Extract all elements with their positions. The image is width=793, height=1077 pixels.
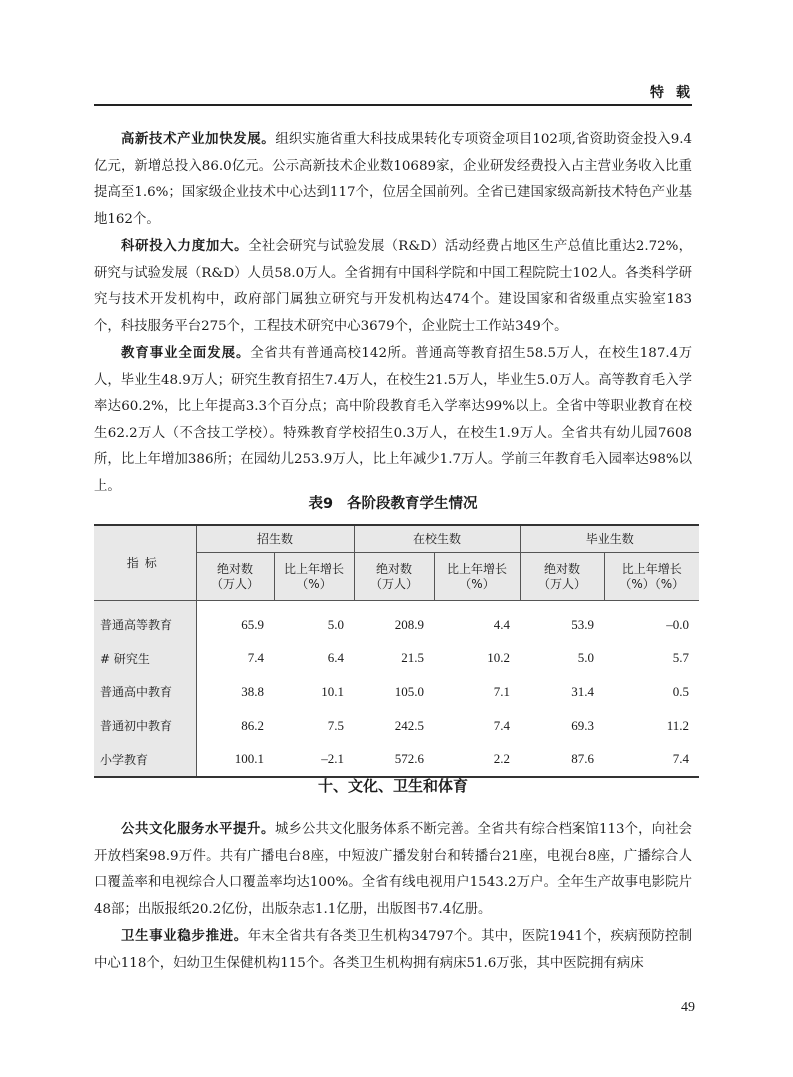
cell: 7.4 <box>672 751 689 767</box>
table-row <box>94 601 699 642</box>
cell: 86.2 <box>241 717 264 733</box>
paragraph-high-tech <box>94 126 692 233</box>
table-row <box>94 642 699 676</box>
paragraph-lead: 科研投入力度加大。 <box>121 238 249 254</box>
sub-header: 比上年增长 （%） <box>434 553 520 601</box>
cell: –2.1 <box>321 751 344 767</box>
sub-header: 比上年增长 （%） <box>274 553 354 601</box>
cell: 4.4 <box>493 616 510 632</box>
paragraph-culture <box>94 816 692 923</box>
running-header-title: 特载 <box>650 85 702 101</box>
section-heading: 十、文化、卫生和体育 <box>317 777 468 795</box>
paragraph-text: 全省共有普通高校142所。普通高等教育招生58.5万人，在校生187.4万人，毕业生48.9万人；研究生教育招生7.4万人，在校生21.5万人，毕业生5.0万人。高等教育毛入学率达60.2%，比上年提高3.3个百分点；高中阶段教育毛入学率达99%以上。全省中等职业教育在校生62.2万人（不含技工学校）。特殊教育学校招生0.3万人，在校生1.9万人。全省共有幼儿园7608所，比上年增加386所；在园幼儿253.9万人，比上年减少1.7万人。学前三年教育毛入园率达98%以上。 <box>94 346 692 494</box>
cell: –0.0 <box>666 616 689 632</box>
cell: 7.1 <box>493 683 510 699</box>
cell: 5.0 <box>327 616 344 632</box>
row-label: # 研究生 <box>94 642 196 676</box>
paragraph-text: 城乡公共文化服务体系不断完善。全省共有综合档案馆113个，向社会开放档案98.9万件。共有广播电台8座，中短波广播发射台和转播台21座，电视台8座，广播综合人口覆盖率和电视综合人口覆盖率均达100%。全省有线电视用户1543.2万户。全年生产故事电影院片48部；出版报纸20.2亿份，出版杂志1.1亿册，出版图书7.4亿册。 <box>94 822 692 917</box>
paragraph-text: 年末全省共有各类卫生机构34797个。其中，医院1941个，疾病预防控制中心118个，妇幼卫生保健机构115个。各类卫生机构拥有病床51.6万张，其中医院拥有病床 <box>94 929 692 971</box>
body-text-top <box>94 126 692 500</box>
paragraph-lead: 公共文化服务水平提升。 <box>121 821 275 837</box>
cell: 7.5 <box>327 717 344 733</box>
sub-header: 绝对数 （万人） <box>520 553 604 601</box>
cell: 21.5 <box>401 650 424 666</box>
row-label: 小学教育 <box>94 742 196 777</box>
row-label: 普通高中教育 <box>94 675 196 709</box>
sub-header: 绝对数 （万人） <box>354 553 434 601</box>
paragraph-research <box>94 233 692 340</box>
paragraph-education <box>94 340 692 500</box>
paragraph-lead: 高新技术产业加快发展。 <box>121 131 276 147</box>
cell: 10.2 <box>487 650 510 666</box>
row-label: 普通初中教育 <box>94 709 196 743</box>
table-row <box>94 742 699 777</box>
cell: 65.9 <box>241 616 264 632</box>
cell: 87.6 <box>571 751 594 767</box>
running-header <box>94 82 702 106</box>
cell: 38.8 <box>241 683 264 699</box>
table-caption <box>94 492 692 513</box>
cell: 11.2 <box>666 717 689 733</box>
paragraph-text: 组织实施省重大科技成果转化专项资金项目102项,省资助资金投入9.4亿元，新增总投入86.0亿元。公示高新技术企业数10689家，企业研发经费投入占主营业务收入比重提高至1.6%；国家级企业技术中心达到117个，位居全国前列。全省已建国家级高新技术特色产业基地162个。 <box>94 132 693 227</box>
paragraph-text: 全社会研究与试验发展（R&D）活动经费占地区生产总值比重达2.72%，研究与试验发展（R&D）人员58.0万人。全省拥有中国科学院和中国工程院院士102人。各类科学研究与技术开发机构中，政府部门属独立研究与开发机构达474个。建设国家和省级重点实验室183个，科技服务平台275个，工程技术研究中心3679个，企业院士工作站349个。 <box>94 239 693 334</box>
cell: 5.7 <box>672 650 689 666</box>
table-caption-number: 表9 <box>308 496 334 512</box>
table-caption-title: 各阶段教育学生情况 <box>347 496 478 512</box>
cell: 69.3 <box>571 717 594 733</box>
education-students-table <box>94 524 699 778</box>
paragraph-health <box>94 923 692 977</box>
page-number: 49 <box>681 1000 695 1015</box>
cell: 7.4 <box>247 650 264 666</box>
body-text-bottom <box>94 816 692 977</box>
indicator-header: 指标 <box>94 525 196 601</box>
sub-header: 绝对数 （万人） <box>196 553 274 601</box>
group-header-graduates: 毕业生数 <box>520 525 699 553</box>
table-header-row-groups <box>94 525 699 553</box>
cell: 100.1 <box>234 751 264 767</box>
group-header-enrollment: 招生数 <box>196 525 354 553</box>
sub-header: 比上年增长 （%）（%） <box>604 553 699 601</box>
cell: 0.5 <box>672 683 689 699</box>
cell: 105.0 <box>394 683 424 699</box>
cell: 572.6 <box>394 751 424 767</box>
paragraph-lead: 卫生事业稳步推进。 <box>121 928 248 944</box>
paragraph-lead: 教育事业全面发展。 <box>121 345 251 361</box>
cell: 53.9 <box>571 616 594 632</box>
group-header-in-school: 在校生数 <box>354 525 520 553</box>
cell: 208.9 <box>394 616 424 632</box>
cell: 2.2 <box>493 751 510 767</box>
cell: 10.1 <box>321 683 344 699</box>
cell: 242.5 <box>394 717 424 733</box>
row-label: 普通高等教育 <box>94 601 196 642</box>
table-row <box>94 675 699 709</box>
cell: 31.4 <box>571 683 594 699</box>
table-row <box>94 709 699 743</box>
cell: 7.4 <box>493 717 510 733</box>
cell: 5.0 <box>577 650 594 666</box>
cell: 6.4 <box>327 650 344 666</box>
